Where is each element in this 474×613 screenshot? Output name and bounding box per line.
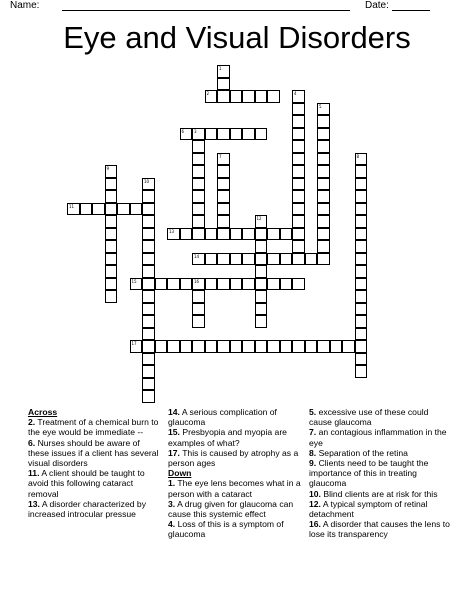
clue-number: 5	[319, 103, 322, 109]
crossword-cell[interactable]	[192, 315, 205, 328]
crossword-cell[interactable]	[192, 290, 205, 303]
crossword-cell[interactable]	[217, 203, 230, 216]
crossword-cell[interactable]	[217, 253, 230, 266]
across-heading: Across	[28, 407, 58, 417]
crossword-cell[interactable]	[230, 90, 243, 103]
crossword-cell[interactable]	[267, 278, 280, 291]
crossword-cell[interactable]	[242, 340, 255, 353]
crossword-cell[interactable]	[255, 278, 268, 291]
crossword-cell[interactable]	[267, 90, 280, 103]
crossword-cell[interactable]	[280, 228, 293, 241]
crossword-cell[interactable]	[142, 278, 155, 291]
crossword-cell[interactable]	[355, 228, 368, 241]
crossword-cell[interactable]	[192, 178, 205, 191]
crossword-cell[interactable]	[192, 128, 205, 141]
crossword-cell[interactable]	[130, 203, 143, 216]
crossword-cell[interactable]	[305, 340, 318, 353]
crossword-cell[interactable]	[292, 115, 305, 128]
clue-number: 9	[106, 166, 110, 171]
crossword-cell[interactable]	[355, 340, 368, 353]
crossword-cell[interactable]	[242, 128, 255, 141]
crossword-cell[interactable]	[317, 253, 330, 266]
crossword-cell[interactable]	[205, 278, 218, 291]
crossword-cell[interactable]	[105, 178, 118, 191]
clue-number: 6	[181, 128, 185, 134]
crossword-cell[interactable]	[192, 303, 205, 316]
crossword-cell[interactable]	[142, 178, 155, 191]
crossword-cell[interactable]	[355, 215, 368, 228]
crossword-cell[interactable]	[292, 128, 305, 141]
clues-column-3	[309, 407, 451, 540]
crossword-cell[interactable]	[192, 253, 205, 266]
crossword-cell[interactable]	[355, 253, 368, 266]
crossword-cell[interactable]	[205, 228, 218, 241]
crossword-cell[interactable]	[355, 315, 368, 328]
crossword-cell[interactable]	[230, 278, 243, 291]
crossword-cell[interactable]	[130, 278, 143, 291]
crossword-cell[interactable]	[142, 253, 155, 266]
crossword-cell[interactable]	[217, 215, 230, 228]
crossword-cell[interactable]	[205, 253, 218, 266]
crossword-cell[interactable]	[142, 203, 155, 216]
crossword-cell[interactable]	[255, 240, 268, 253]
crossword-cell[interactable]	[142, 215, 155, 228]
clue-down-5: 5. excessive use of these could cause glaucoma	[309, 407, 429, 428]
crossword-cell[interactable]	[192, 278, 205, 291]
crossword-cell[interactable]	[317, 140, 330, 153]
crossword-cell[interactable]	[355, 153, 368, 166]
crossword-cell[interactable]	[105, 203, 118, 216]
crossword-cell[interactable]	[255, 340, 268, 353]
clue-number: 12	[256, 216, 262, 221]
clues-column-1	[28, 407, 163, 519]
crossword-cell[interactable]	[142, 365, 155, 378]
crossword-cell[interactable]	[105, 278, 118, 291]
crossword-cell[interactable]	[192, 190, 205, 203]
crossword-cell[interactable]	[355, 353, 368, 366]
crossword-cell[interactable]	[142, 315, 155, 328]
crossword-cell[interactable]	[217, 278, 230, 291]
crossword-cell[interactable]	[217, 165, 230, 178]
crossword-cell[interactable]	[217, 340, 230, 353]
crossword-cell[interactable]	[330, 340, 343, 353]
crossword-cell[interactable]	[292, 178, 305, 191]
crossword-cell[interactable]	[355, 203, 368, 216]
crossword-cell[interactable]	[67, 203, 80, 216]
crossword-cell[interactable]	[317, 340, 330, 353]
clue-number: 10	[144, 178, 150, 184]
crossword-cell[interactable]	[317, 153, 330, 166]
crossword-cell[interactable]	[255, 215, 268, 228]
crossword-cell[interactable]	[242, 278, 255, 291]
crossword-cell[interactable]	[117, 203, 130, 216]
crossword-cell[interactable]	[142, 290, 155, 303]
crossword-cell[interactable]	[267, 228, 280, 241]
clue-number: 16	[194, 278, 200, 284]
crossword-cell[interactable]	[280, 253, 293, 266]
crossword-cell[interactable]	[292, 153, 305, 166]
crossword-cell[interactable]	[355, 190, 368, 203]
crossword-cell[interactable]	[105, 253, 118, 266]
crossword-cell[interactable]	[217, 65, 230, 78]
crossword-cell[interactable]	[342, 340, 355, 353]
clue-number: 15	[131, 278, 137, 284]
name-label: Name:	[10, 0, 40, 11]
clue-across-14: 14. A serious complication of glaucoma	[168, 407, 277, 428]
crossword-cell[interactable]	[217, 190, 230, 203]
clue-across-13: 13. A disorder characterized by increased introcular pressue	[28, 498, 147, 520]
crossword-cell[interactable]	[255, 303, 268, 316]
crossword-cell[interactable]	[230, 228, 243, 241]
crossword-cell[interactable]	[267, 340, 280, 353]
clue-down-1: 1. The eye lens becomes what in a person with a cataract	[168, 478, 301, 499]
crossword-cell[interactable]	[242, 228, 255, 241]
crossword-cell[interactable]	[292, 190, 305, 203]
crossword-cell[interactable]	[80, 203, 93, 216]
clue-number: 11	[69, 203, 75, 209]
crossword-cell[interactable]	[292, 140, 305, 153]
crossword-cell[interactable]	[317, 128, 330, 141]
crossword-cell[interactable]	[180, 340, 193, 353]
clue-down-4: 4. Loss of this is a symptom of glaucoma	[168, 519, 284, 540]
clue-number: 4	[294, 91, 297, 96]
crossword-cell[interactable]	[355, 290, 368, 303]
crossword-cell[interactable]	[255, 90, 268, 103]
crossword-cell[interactable]	[142, 378, 155, 391]
crossword-cell[interactable]	[355, 178, 368, 191]
crossword-cell[interactable]	[355, 303, 368, 316]
crossword-cell[interactable]	[317, 178, 330, 191]
crossword-cell[interactable]	[105, 265, 118, 278]
clue-across-6: 6. Nurses should be aware of these issues if a client has several visual disorders	[28, 437, 159, 469]
crossword-cell[interactable]	[280, 278, 293, 291]
crossword-cell[interactable]	[92, 203, 105, 216]
clue-number: 17	[131, 341, 137, 346]
crossword-cell[interactable]	[305, 253, 318, 266]
crossword-cell[interactable]	[255, 290, 268, 303]
crossword-cell[interactable]	[142, 390, 155, 403]
crossword-cell[interactable]	[317, 190, 330, 203]
clue-down-3: 3. A drug given for glaucoma can cause this systemic effect	[168, 498, 294, 520]
crossword-cell[interactable]	[292, 340, 305, 353]
crossword-cell[interactable]	[142, 228, 155, 241]
crossword-cell[interactable]	[230, 253, 243, 266]
crossword-cell[interactable]	[355, 328, 368, 341]
down-heading: Down	[168, 468, 192, 479]
crossword-cell[interactable]	[317, 165, 330, 178]
crossword-cell[interactable]	[255, 265, 268, 278]
crossword-cell[interactable]	[292, 253, 305, 266]
crossword-cell[interactable]	[255, 253, 268, 266]
clue-down-8: 8. Separation of the retina	[309, 447, 408, 458]
clue-number: 13	[169, 228, 175, 234]
crossword-cell[interactable]	[317, 228, 330, 241]
crossword-cell[interactable]	[105, 165, 118, 178]
crossword-cell[interactable]	[180, 278, 193, 291]
crossword-cell[interactable]	[255, 128, 268, 141]
crossword-cell[interactable]	[217, 90, 230, 103]
crossword-cell[interactable]	[255, 228, 268, 241]
crossword-cell[interactable]	[192, 203, 205, 216]
clue-number: 8	[356, 153, 360, 159]
crossword-cell[interactable]	[205, 128, 218, 141]
crossword-cell[interactable]	[155, 278, 168, 291]
clue-down-7: 7. an contagious inflammation in the eye	[309, 427, 447, 448]
crossword-cell[interactable]	[292, 278, 305, 291]
crossword-cell[interactable]	[217, 128, 230, 141]
crossword-cell[interactable]	[217, 178, 230, 191]
crossword-cell[interactable]	[317, 115, 330, 128]
clue-number: 2	[206, 91, 210, 96]
clue-across-17: 17. This is caused by atrophy as a person ages	[168, 447, 299, 469]
clue-number: 7	[219, 153, 222, 159]
crossword-cell[interactable]	[292, 228, 305, 241]
clues-column-2	[168, 407, 306, 540]
crossword-cell[interactable]	[292, 240, 305, 253]
crossword-cell[interactable]	[130, 340, 143, 353]
crossword-cell[interactable]	[180, 128, 193, 141]
crossword-cell[interactable]	[242, 253, 255, 266]
crossword-cell[interactable]	[230, 128, 243, 141]
crossword-cell[interactable]	[167, 228, 180, 241]
crossword-cell[interactable]	[217, 78, 230, 91]
crossword-cell[interactable]	[317, 203, 330, 216]
crossword-cell[interactable]	[142, 340, 155, 353]
clue-down-9: 9. Clients need to be taught the importance of this in treating glaucoma	[309, 458, 429, 489]
crossword-cell[interactable]	[205, 340, 218, 353]
page-title: Eye and Visual Disorders	[63, 20, 411, 55]
crossword-cell[interactable]	[267, 253, 280, 266]
crossword-cell[interactable]	[180, 228, 193, 241]
crossword-cell[interactable]	[142, 303, 155, 316]
crossword-cell[interactable]	[192, 340, 205, 353]
clue-number: 3	[194, 128, 197, 134]
crossword-cell[interactable]	[205, 90, 218, 103]
crossword-cell[interactable]	[105, 228, 118, 241]
clue-across-11: 11. A client should be taught to avoid this following cataract removal	[28, 468, 145, 499]
crossword-cell[interactable]	[317, 240, 330, 253]
crossword-cell[interactable]	[192, 165, 205, 178]
crossword-cell[interactable]	[217, 153, 230, 166]
crossword-cell[interactable]	[355, 278, 368, 291]
crossword-cell[interactable]	[230, 340, 243, 353]
crossword-cell[interactable]	[317, 215, 330, 228]
crossword-cell[interactable]	[192, 215, 205, 228]
crossword-cell[interactable]	[355, 165, 368, 178]
crossword-cell[interactable]	[105, 290, 118, 303]
crossword-cell[interactable]	[280, 340, 293, 353]
crossword-cell[interactable]	[292, 203, 305, 216]
crossword-cell[interactable]	[167, 340, 180, 353]
crossword-cell[interactable]	[292, 103, 305, 116]
crossword-cell[interactable]	[105, 240, 118, 253]
crossword-cell[interactable]	[142, 353, 155, 366]
crossword-cell[interactable]	[142, 265, 155, 278]
crossword-cell[interactable]	[167, 278, 180, 291]
crossword-cell[interactable]	[317, 103, 330, 116]
crossword-cell[interactable]	[355, 365, 368, 378]
clue-number: 1	[219, 66, 222, 71]
crossword-cell[interactable]	[292, 165, 305, 178]
crossword-cell[interactable]	[217, 228, 230, 241]
clue-down-10: 10. Blind clients are at risk for this	[309, 488, 438, 499]
crossword-cell[interactable]	[105, 190, 118, 203]
crossword-cell[interactable]	[242, 90, 255, 103]
crossword-cell[interactable]	[255, 315, 268, 328]
crossword-cell[interactable]	[142, 240, 155, 253]
crossword-cell[interactable]	[142, 328, 155, 341]
clue-number: 14	[194, 253, 200, 259]
clue-across-2: 2. Treatment of a chemical burn to the eye would be immediate --	[28, 417, 159, 438]
date-label: Date:	[365, 0, 389, 11]
crossword-cell[interactable]	[355, 240, 368, 253]
clue-down-12: 12. A typical symptom of retinal detachment	[309, 498, 428, 520]
clue-across-15: 15. Presbyopia and myopia are examples of what?	[168, 427, 287, 448]
crossword-cell[interactable]	[192, 153, 205, 166]
crossword-cell[interactable]	[192, 228, 205, 241]
clue-down-16: 16. A disorder that causes the lens to lose its transparency	[309, 519, 450, 540]
crossword-cell[interactable]	[105, 215, 118, 228]
crossword-cell[interactable]	[292, 90, 305, 103]
crossword-cell[interactable]	[355, 265, 368, 278]
crossword-cell[interactable]	[292, 215, 305, 228]
crossword-cell[interactable]	[192, 140, 205, 153]
crossword-cell[interactable]	[155, 340, 168, 353]
crossword-cell[interactable]	[142, 190, 155, 203]
